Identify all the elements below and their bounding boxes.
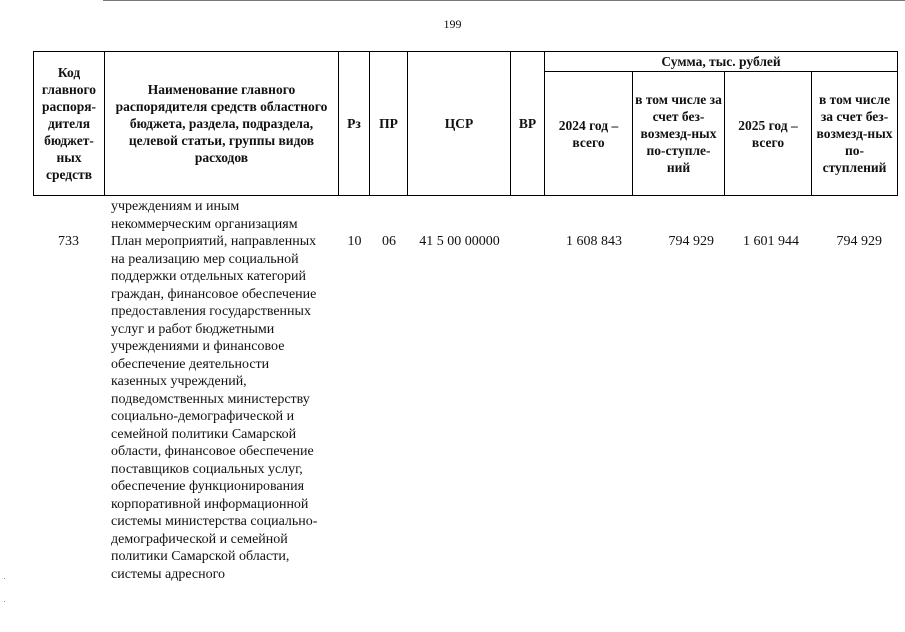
header-2025-free: в том числе за счет без-возмезд-ных по-ступлений bbox=[812, 72, 898, 196]
name-line: семейной политики Самарской bbox=[111, 426, 297, 442]
name-line: поддержки отдельных категорий bbox=[111, 269, 307, 284]
header-2024-free: в том числе за счет без-возмезд-ных по-ступле-ний bbox=[633, 72, 725, 196]
row-pr: 06 bbox=[382, 234, 396, 249]
name-line: подведомственных министерству bbox=[111, 391, 310, 407]
row-sum-2025-free: 794 929 bbox=[836, 234, 882, 249]
top-rule bbox=[103, 0, 905, 1]
name-line: демографической и семейной bbox=[111, 531, 288, 547]
scan-speck bbox=[4, 601, 5, 602]
scan-speck bbox=[4, 578, 5, 579]
continuation-line: учреждениям и иным bbox=[111, 199, 240, 214]
name-line: на реализацию мер социальной bbox=[111, 251, 299, 267]
header-csr: ЦСР bbox=[408, 52, 511, 196]
header-sum-group: Сумма, тыс. рублей bbox=[545, 52, 898, 72]
name-line: области, финансовое обеспечение bbox=[111, 444, 314, 459]
page-number: 199 bbox=[443, 17, 462, 31]
header-2024-total: 2024 год – всего bbox=[545, 72, 633, 196]
header-name: Наименование главного распорядителя средств областного бюджета, раздела, подраздела, целевой статьи, группы видов расходов bbox=[105, 52, 339, 196]
name-line: План мероприятий, направленных bbox=[111, 234, 317, 249]
row-code: 733 bbox=[58, 234, 79, 249]
table-header bbox=[33, 51, 898, 196]
name-line: предоставления государственных bbox=[111, 304, 311, 319]
name-line: учреждениями и финансовое bbox=[111, 339, 285, 354]
header-vr: ВР bbox=[511, 52, 545, 196]
name-line: системы адресного bbox=[111, 566, 226, 582]
name-line: поставщиков социальных услуг, bbox=[111, 461, 303, 477]
header-rz: Рз bbox=[339, 52, 370, 196]
name-line: обеспечение деятельности bbox=[111, 356, 270, 372]
name-line: социально-демографической и bbox=[111, 409, 295, 424]
header-code: Код главного распоря-дителя бюджет-ных средств bbox=[34, 52, 105, 196]
row-csr: 41 5 00 00000 bbox=[419, 234, 500, 249]
header-pr: ПР bbox=[370, 52, 408, 196]
name-line: политики Самарской области, bbox=[111, 549, 290, 564]
name-line: корпоративной информационной bbox=[111, 496, 309, 512]
name-line: услуг и работ бюджетными bbox=[111, 321, 275, 337]
name-line: обеспечение функционирования bbox=[111, 479, 305, 494]
row-rz: 10 bbox=[347, 234, 362, 249]
name-line: казенных учреждений, bbox=[111, 374, 247, 389]
row-sum-2024-free: 794 929 bbox=[668, 234, 714, 249]
row-sum-2025-total: 1 601 944 bbox=[743, 234, 799, 249]
continuation-line: некоммерческим организациям bbox=[111, 216, 298, 232]
header-2025-total: 2025 год – всего bbox=[725, 72, 812, 196]
row-sum-2024-total: 1 608 843 bbox=[566, 234, 622, 249]
name-line: граждан, финансовое обеспечение bbox=[111, 286, 317, 302]
name-line: системы министерства социально- bbox=[111, 514, 318, 529]
name-column bbox=[111, 198, 343, 583]
